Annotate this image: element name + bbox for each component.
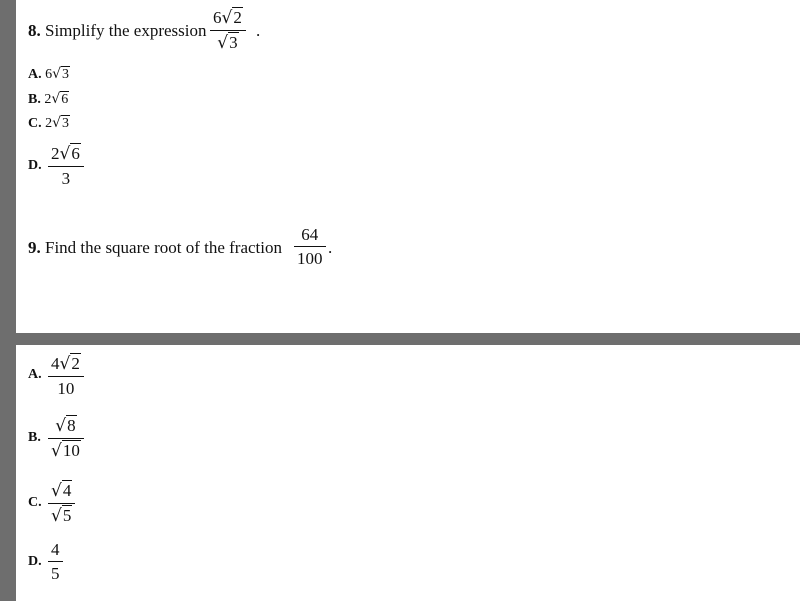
question-9-text bbox=[28, 238, 282, 258]
q8-option-d-label[interactable]: D. bbox=[28, 158, 42, 173]
question-8-expression bbox=[210, 9, 246, 52]
q9-option-d[interactable]: 4 5 bbox=[48, 541, 63, 582]
fraction-denominator: 100 bbox=[297, 249, 323, 268]
worksheet-page-top bbox=[16, 0, 800, 333]
question-9-prompt: Find the square root of the fraction bbox=[45, 238, 282, 257]
q9-option-a-label[interactable]: A. bbox=[28, 367, 42, 382]
question-9-period: . bbox=[328, 238, 333, 257]
question-9-number: 9. bbox=[28, 238, 41, 257]
q9-option-d-label[interactable]: D. bbox=[28, 554, 42, 569]
fraction-numerator: 64 bbox=[301, 225, 319, 244]
question-8-number: 8. bbox=[28, 21, 41, 40]
question-8-period: . bbox=[256, 21, 261, 40]
q9-option-c[interactable]: √4 √5 bbox=[48, 482, 75, 525]
expression-denominator: √3 bbox=[217, 33, 238, 53]
worksheet-page-bottom bbox=[16, 345, 800, 601]
q8-option-d[interactable]: 2√6 3 bbox=[48, 145, 84, 187]
question-8-text bbox=[28, 21, 206, 41]
q8-option-a[interactable]: A. 6√3 bbox=[28, 66, 70, 82]
q8-option-c[interactable]: C. 2√3 bbox=[28, 115, 70, 131]
q9-option-c-label[interactable]: C. bbox=[28, 495, 42, 510]
question-9-fraction bbox=[294, 226, 326, 267]
expression-numerator: 6√2 bbox=[213, 8, 242, 28]
q9-option-b-label[interactable]: B. bbox=[28, 430, 41, 445]
q9-option-b[interactable]: √8 √10 bbox=[48, 417, 84, 460]
question-8-prompt: Simplify the expression bbox=[45, 21, 207, 40]
q9-option-a[interactable]: 4√2 10 bbox=[48, 355, 84, 397]
q8-option-b[interactable]: B. 2√6 bbox=[28, 91, 69, 107]
